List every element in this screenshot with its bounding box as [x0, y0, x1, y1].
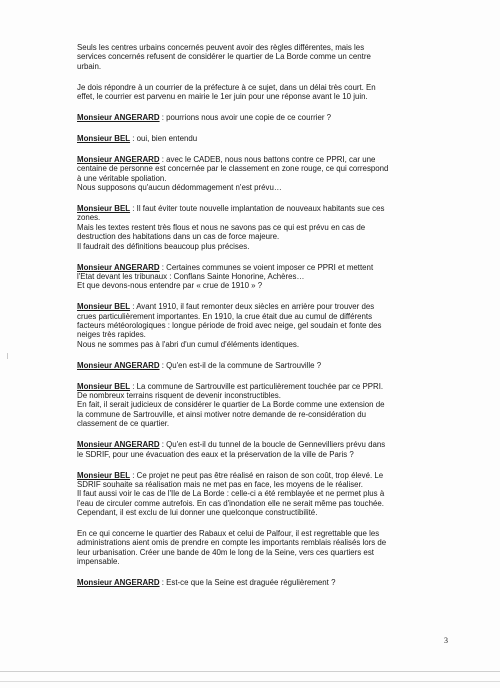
text-line: centaine de personne est concernée par le classement en zone rouge, ce qui correspond — [77, 164, 389, 174]
paragraph-prefecture-letter — [77, 83, 439, 102]
exchange-first-line — [77, 302, 439, 311]
exchange-bel-1 — [77, 134, 439, 143]
scan-edge-line — [0, 671, 500, 672]
speaker-name: Monsieur ANGERARD — [77, 262, 160, 272]
scan-mark — [7, 353, 8, 359]
text-line: neiges très rapides. — [77, 330, 146, 340]
exchange-angerard-3 — [77, 263, 439, 291]
exchange-angerard-4 — [77, 361, 439, 370]
exchange-first-line — [77, 578, 439, 587]
exchange-angerard-5 — [77, 440, 439, 459]
exchange-text: : Est-ce que la Seine est draguée régulièrement ? — [159, 578, 336, 588]
text-line: Nous supposons qu'aucun dédommagement n'est prévu… — [77, 183, 282, 193]
exchange-first-line — [77, 440, 439, 449]
paragraph-rabaux-palfour — [77, 529, 439, 567]
text-line: l'Etat devant les tribunaux : Conflans Sainte Honorine, Achères… — [77, 271, 305, 281]
text-line: En ce qui concerne le quartier des Rabaux et celui de Palfour, il est regrettable que les — [77, 529, 380, 539]
paragraph-urban-centres — [77, 43, 439, 71]
speaker-name: Monsieur ANGERARD — [77, 154, 160, 164]
speaker-name: Monsieur ANGERARD — [77, 440, 160, 450]
exchange-bel-5 — [77, 471, 439, 518]
exchange-text: : avec le CADEB, nous nous battons contre ce PPRI, car une — [159, 154, 376, 164]
text-line: impensable. — [77, 557, 120, 567]
text-line: leur urbanisation. Créer une bande de 40m le long de la Seine, vers ces quartiers est — [77, 547, 374, 557]
text-line: Et que devons-nous entendre par « crue de 1910 » ? — [77, 281, 263, 291]
speaker-name: Monsieur ANGERARD — [77, 113, 160, 123]
text-line: Mais les textes restent très flous et nous ne savons pas ce qui est prévu en cas de — [77, 222, 366, 232]
text-line: la commune de Sartrouville, et ainsi motiver notre demande de re-considération du — [77, 409, 367, 419]
text-line: Il faudrait des définitions beaucoup plus précises. — [77, 241, 250, 251]
text-line: destruction des habitations dans un cas de force majeure. — [77, 232, 280, 242]
text-line: Il faut aussi voir le cas de l'Ile de La Borde : celle-ci a été remblayée et ne permet plus à — [77, 489, 385, 499]
exchange-text: : Il faut éviter toute nouvelle implantation de nouveaux habitants sue ces — [130, 203, 385, 213]
speaker-name: Monsieur BEL — [77, 470, 131, 480]
exchange-text: : Certaines communes se voient imposer ce PPRI et mettent — [159, 262, 374, 272]
exchange-first-line — [77, 471, 439, 480]
exchange-first-line — [77, 134, 439, 143]
exchange-bel-3 — [77, 302, 439, 349]
exchange-bel-4 — [77, 382, 439, 429]
text-line: l'eau de circuler comme autrefois. En cas d'inondation elle ne serait même pas touchée. — [77, 498, 384, 508]
exchange-text: : oui, bien entendu — [130, 133, 198, 143]
exchange-first-line — [77, 263, 439, 272]
exchange-text: : Ce projet ne peut pas être réalisé en raison de son coût, trop élevé. Le — [130, 470, 384, 480]
text-line: services concernés refusent de considérer le quartier de La Borde comme un centre — [77, 52, 371, 62]
text-line: facteurs météorologiques : longue période de froid avec neige, gel soudain et fonte des — [77, 321, 382, 331]
speaker-name: Monsieur BEL — [77, 203, 131, 213]
text-line: De nombreux terrains risquent de devenir inconstructibles. — [77, 391, 281, 401]
text-line: zones. — [77, 213, 101, 223]
exchange-bel-2 — [77, 204, 439, 251]
text-line: Seuls les centres urbains concernés peuvent avoir des règles différentes, mais les — [77, 43, 365, 52]
speaker-name: Monsieur ANGERARD — [77, 360, 160, 370]
scan-edge-line — [0, 681, 500, 682]
speaker-name: Monsieur BEL — [77, 133, 131, 143]
text-line: En fait, il serait judicieux de considérer le quartier de La Borde comme une extension de — [77, 400, 385, 410]
page-number: 3 — [444, 636, 448, 645]
exchange-angerard-1 — [77, 113, 439, 122]
exchange-text: : pourrions nous avoir une copie de ce courrier ? — [159, 113, 332, 123]
speaker-name: Monsieur BEL — [77, 381, 131, 391]
exchange-text: : Qu'en est-il de la commune de Sartrouville ? — [159, 360, 322, 370]
text-line: Je dois répondre à un courrier de la préfecture à ce sujet, dans un délai très court. En — [77, 82, 376, 92]
exchange-text: : Avant 1910, il faut remonter deux siècles en arrière pour trouver des — [130, 302, 375, 312]
text-line: crues particulièrement importantes. En 1910, la crue était due au cumul de différents — [77, 311, 373, 321]
speaker-name: Monsieur ANGERARD — [77, 578, 160, 588]
exchange-text: : Qu'en est-il du tunnel de la boucle de Gennevilliers prévu dans — [159, 440, 386, 450]
transcript-body — [77, 43, 439, 599]
text-line: Cependant, il est exclu de lui donner une quelconque constructibilité. — [77, 508, 318, 518]
exchange-first-line — [77, 113, 439, 122]
text-line: classement de ce quartier. — [77, 419, 170, 429]
text-line: à une véritable spoliation. — [77, 173, 167, 183]
exchange-first-line — [77, 382, 439, 391]
exchange-angerard-2 — [77, 155, 439, 193]
exchange-first-line — [77, 155, 439, 164]
exchange-angerard-6 — [77, 578, 439, 587]
speaker-name: Monsieur BEL — [77, 302, 131, 312]
text-line: administrations aient omis de prendre en compte les importants remblais réalisés lors de — [77, 538, 387, 548]
text-line: Nous ne sommes pas à l'abri d'un cumul d'éléments identiques. — [77, 339, 300, 349]
exchange-first-line — [77, 361, 439, 370]
text-line: SDRIF souhaite sa réalisation mais ne met pas en face, les moyens de le réaliser. — [77, 479, 363, 489]
exchange-first-line — [77, 204, 439, 213]
text-line: urbain. — [77, 61, 102, 71]
text-line: le SDRIF, pour une évacuation des eaux et la préservation de la ville de Paris ? — [77, 449, 354, 459]
text-line: effet, le courrier est parvenu en mairie le 1er juin pour une réponse avant le 10 juin. — [77, 92, 368, 102]
exchange-text: : La commune de Sartrouville est particulièrement touchée par ce PPRI. — [130, 381, 384, 391]
